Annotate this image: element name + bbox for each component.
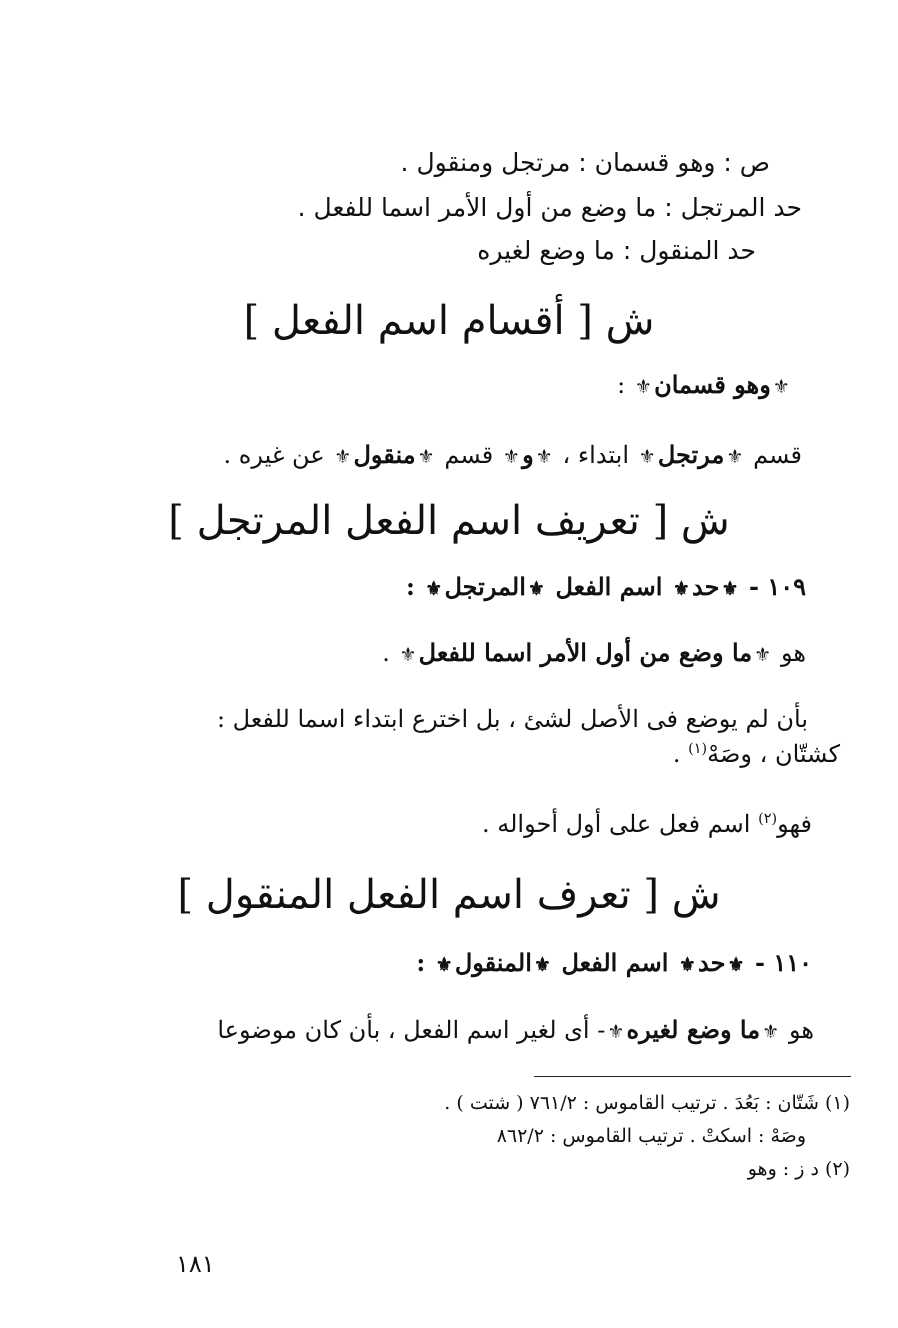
ornament-icon: ⚜ bbox=[762, 1020, 780, 1043]
ornament-icon: ⚜ bbox=[502, 445, 521, 468]
footnote-1-line-1: (١) شَتّان : بَعُدَ . ترتيب القاموس : ٧٦١/٢ ( شتت ) . bbox=[444, 1092, 850, 1114]
quote-tail: : bbox=[617, 371, 633, 399]
text-segment: عن غيره . bbox=[223, 441, 333, 469]
rule-text: اسم الفعل bbox=[553, 948, 677, 977]
rule-term: المرتجل bbox=[444, 572, 526, 601]
page-number: ١٨١ bbox=[176, 1250, 215, 1278]
term-manqul: منقول bbox=[353, 440, 416, 469]
rule-109 bbox=[406, 572, 806, 601]
rule-tail: : bbox=[406, 572, 424, 601]
def-text: ما وضع من أول الأمر اسما للفعل bbox=[418, 638, 753, 667]
paragraph-first-state bbox=[482, 810, 812, 838]
text-segment: قسم bbox=[436, 441, 501, 469]
text-segment: فهو bbox=[777, 810, 812, 838]
ornament-icon: ⚜ bbox=[634, 375, 653, 398]
ornament-icon: ⚜ bbox=[721, 577, 739, 600]
definition-murtajal bbox=[382, 638, 806, 667]
ornament-icon: ⚜ bbox=[607, 1020, 625, 1043]
ornament-icon: ⚜ bbox=[425, 577, 443, 600]
footnote-1-line-2: وصَهْ : اسكتْ . ترتيب القاموس : ٨٦٢/٢ bbox=[496, 1125, 806, 1147]
rule-number: ١١٠ - bbox=[746, 948, 812, 977]
rule-110 bbox=[416, 948, 812, 977]
rule-text: اسم الفعل bbox=[547, 572, 671, 601]
ornament-icon: ⚜ bbox=[772, 375, 790, 398]
ornament-icon: ⚜ bbox=[726, 445, 744, 468]
def-text: ما وضع لغيره bbox=[626, 1015, 761, 1044]
ornament-icon: ⚜ bbox=[754, 643, 772, 666]
def-tail: . bbox=[382, 639, 398, 667]
paragraph-divisions bbox=[224, 440, 802, 469]
section-heading-divisions: ش [ أقسام اسم الفعل ] bbox=[243, 298, 655, 344]
term-waw: و bbox=[522, 440, 534, 469]
rule-term: حد bbox=[698, 948, 726, 977]
example-tail: . bbox=[672, 740, 689, 768]
ornament-icon: ⚜ bbox=[417, 445, 435, 468]
matn-line-2: حد المرتجل : ما وضع من أول الأمر اسما للفعل . bbox=[297, 193, 802, 222]
term-murtajal: مرتجل bbox=[657, 440, 725, 469]
ornament-icon: ⚜ bbox=[334, 445, 352, 468]
rule-term: حد bbox=[692, 572, 720, 601]
text-segment: ابتداء ، bbox=[554, 441, 637, 469]
footnote-ref-2: (٢) bbox=[758, 811, 778, 827]
def-tail: - أى لغير اسم الفعل ، بأن كان موضوعا bbox=[217, 1016, 606, 1044]
rule-number: ١٠٩ - bbox=[740, 572, 806, 601]
section-heading-murtajal: ش [ تعريف اسم الفعل المرتجل ] bbox=[168, 498, 730, 544]
ornament-icon: ⚜ bbox=[533, 953, 552, 976]
footnote-ref-1: (١) bbox=[688, 741, 708, 757]
footnote-2: (٢) د ز : وهو bbox=[747, 1158, 850, 1180]
definition-manqul bbox=[217, 1015, 814, 1044]
example-text: كشتّان ، وصَهْ bbox=[707, 740, 840, 768]
ornament-icon: ⚜ bbox=[399, 643, 417, 666]
rule-tail: : bbox=[416, 948, 434, 977]
ornament-icon: ⚜ bbox=[727, 953, 745, 976]
text-segment: قسم bbox=[745, 441, 802, 469]
footnote-divider bbox=[534, 1076, 851, 1077]
paragraph-explanation-line-2 bbox=[673, 740, 840, 768]
matn-line-3: حد المنقول : ما وضع لغيره bbox=[477, 236, 756, 265]
ornament-icon: ⚜ bbox=[678, 953, 697, 976]
text-segment: اسم فعل على أول أحواله . bbox=[481, 810, 759, 838]
ornament-icon: ⚜ bbox=[535, 445, 553, 468]
def-pre: هو bbox=[781, 1016, 814, 1044]
ornament-icon: ⚜ bbox=[435, 953, 453, 976]
rule-term: المنقول bbox=[454, 948, 532, 977]
quote-text: وهو قسمان bbox=[654, 370, 771, 399]
quote-line-two-divisions bbox=[617, 370, 792, 399]
ornament-icon: ⚜ bbox=[638, 445, 656, 468]
ornament-icon: ⚜ bbox=[527, 577, 546, 600]
paragraph-explanation-line-1: بأن لم يوضع فى الأصل لشئ ، بل اخترع ابتداء اسما للفعل : bbox=[216, 705, 808, 733]
def-pre: هو bbox=[773, 639, 806, 667]
ornament-icon: ⚜ bbox=[672, 577, 691, 600]
section-heading-manqul: ش [ تعرف اسم الفعل المنقول ] bbox=[177, 872, 721, 918]
matn-line-1: ص : وهو قسمان : مرتجل ومنقول . bbox=[400, 148, 770, 177]
